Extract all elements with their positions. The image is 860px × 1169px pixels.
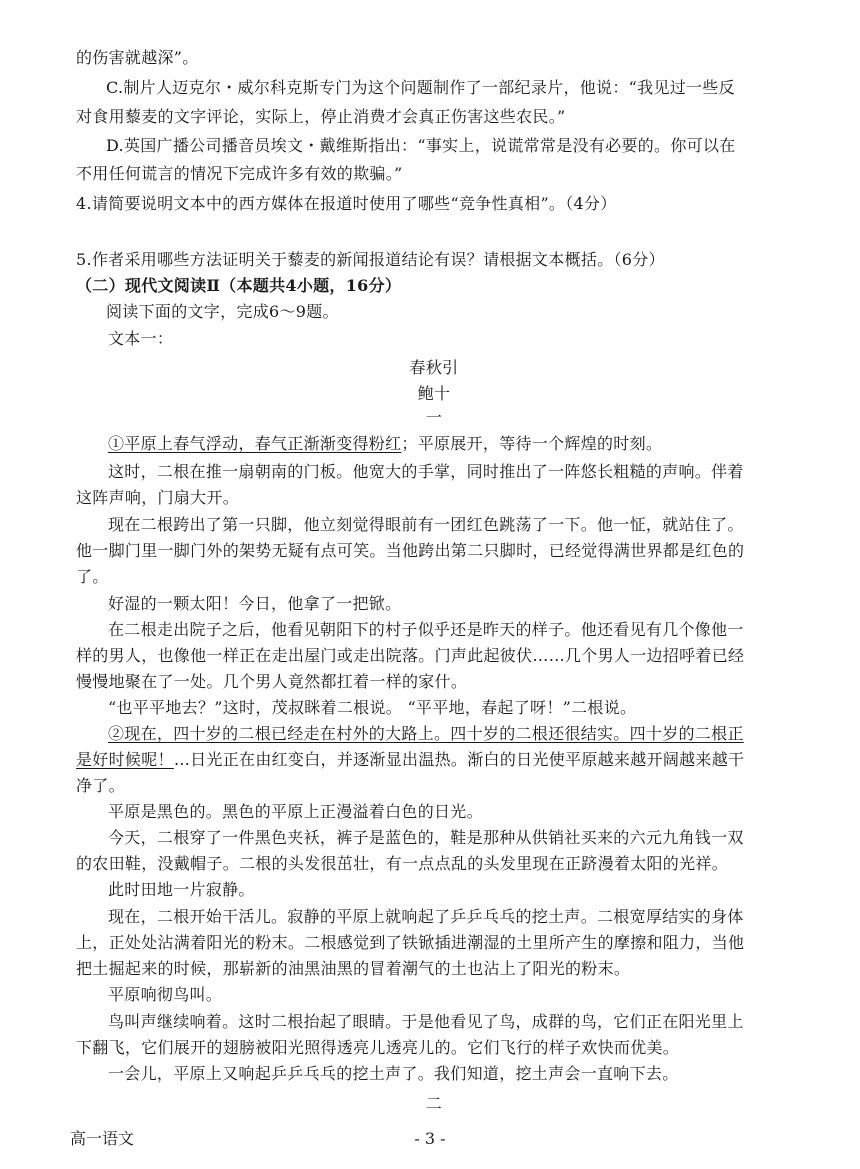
- paragraph-line: 一会儿，平原上又响起乒乒乓乓的挖土声了。我们知道，挖土声会一直响下去。: [108, 1064, 679, 1083]
- dialogue-line: “也平平地去？”这时，茂叔眯着二根说。 “平平地，春起了呀！”二根说。: [108, 698, 637, 717]
- question-4: 4.请简要说明文本中的西方媒体在报道时使用了哪些“竞争性真相”。（4分）: [76, 194, 617, 213]
- section-heading: （二）现代文阅读Ⅱ（本题共4小题，16分）: [76, 276, 402, 295]
- paragraph-line: 上，正处处沾满着阳光的粉末。二根感觉到了铁锨插进潮湿的土里所产生的摩擦和阻力，当他: [76, 933, 745, 952]
- underlined-sentence-2: ②现在，四十岁的二根已经走在村外的大路上。四十岁的二根还很结实。四十岁的二根正: [108, 724, 744, 743]
- option-c-line1: C.制片人迈克尔・威尔科克斯专门为这个问题制作了一部纪录片，他说：“我见过一些反: [106, 78, 735, 97]
- paragraph-line: 慢慢地聚在了一处。几个男人竟然都扛着一样的家什。: [76, 672, 468, 691]
- paragraph-line: [108, 430, 792, 458]
- paragraph-line: 今天，二根穿了一件黑色夹袄，裤子是蓝色的，鞋是那种从供销社买来的六元九角钱一双: [108, 828, 744, 847]
- paragraph-line: 的农田鞋，没戴帽子。二根的头发很茁壮，有一点点乱的头发里现在正跻漫着太阳的光祥。: [76, 854, 729, 873]
- chapter-two-marker: 二: [425, 1094, 443, 1113]
- paragraph-line: 他一脚门里一脚门外的架势无疑有点可笑。当他跨出第二只脚时，已经觉得满世界都是红色的: [76, 541, 745, 560]
- paragraph-line: 净了。: [76, 776, 125, 795]
- instruction-line: 阅读下面的文字，完成6～9题。: [106, 302, 339, 321]
- paragraph-line: 这时，二根在推一扇朝南的门板。他宽大的手掌，同时推出了一阵悠长粗糙的声响。伴着: [108, 462, 744, 481]
- paragraph-line: 下翻飞，它们展开的翅膀被阳光照得透亮儿透亮儿的。它们飞行的样子欢快而优美。: [76, 1038, 680, 1057]
- option-c-line2: 对食用藜麦的文字评论，实际上，停止消费才会真正伤害这些农民。”: [76, 107, 566, 126]
- question-5: 5.作者采用哪些方法证明关于藜麦的新闻报道结论有误？请根据文本概括。（6分）: [76, 250, 665, 269]
- underlined-sentence-1: ①平原上春气浮动，春气正渐渐变得粉红: [108, 434, 402, 453]
- paragraph-line: 这阵声响，门扇大开。: [76, 488, 240, 507]
- paragraph-line: 现在二根跨出了第一只脚，他立刻觉得眼前有一团红色跳荡了一下。他一怔，就站住了。: [108, 515, 744, 534]
- sentence-rest: ；平原展开，等待一个辉煌的时刻。: [401, 434, 663, 453]
- paragraph-line: 好湿的一颗太阳！今日，他拿了一把锨。: [108, 594, 402, 613]
- paragraph-line: 鸟叫声继续响着。这时二根抬起了眼睛。于是他看见了鸟，成群的鸟，它们正在阳光里上: [108, 1012, 744, 1031]
- paragraph-line: 此时田地一片寂静。: [108, 880, 255, 899]
- paragraph-line: 现在，二根开始干活儿。寂静的平原上就响起了乒乒乓乓的挖土声。二根宽厚结实的身体: [108, 907, 744, 926]
- article-author: 鲍十: [417, 384, 451, 403]
- paragraph-line: 样的男人，也像他一样正在走出屋门或走出院落。门声此起彼伏……几个男人一边招呼着已经: [76, 646, 745, 665]
- chapter-one-marker: 一: [425, 408, 443, 427]
- paragraph-line: 了。: [76, 567, 109, 586]
- text-line: 的伤害就越深”。: [76, 48, 199, 67]
- paragraph-line: 平原是黑色的。黑色的平原上正漫溢着白色的日光。: [108, 802, 483, 821]
- option-d-line1: D.英国广播公司播音员埃文・戴维斯指出：“事实上，说谎常常是没有必要的。你可以在: [106, 136, 736, 155]
- text-one-label: 文本一：: [108, 329, 174, 348]
- page-number: - 3 -: [414, 1129, 446, 1148]
- paragraph-line: 把土掘起来的时候，那崭新的油黑油黑的冒着潮气的土也沾上了阳光的粉末。: [76, 959, 631, 978]
- footer-subject: 高一语文: [70, 1129, 135, 1148]
- article-title: 春秋引: [409, 358, 459, 377]
- sentence-rest: …日光正在由红变白，并逐渐显出温热。渐白的日光使平原越来越开阔越来越干: [173, 750, 745, 769]
- paragraph-line: 在二根走出院子之后，他看见朝阳下的村子似乎还是昨天的样子。他还看见有几个像他一: [108, 620, 744, 639]
- paragraph-line: [76, 746, 792, 774]
- underlined-sentence-2-end: 是好时候呢！: [76, 750, 174, 769]
- option-d-line2: 不用任何谎言的情况下完成许多有效的欺骗。”: [76, 164, 403, 183]
- paragraph-line: 平原响彻鸟叫。: [108, 985, 223, 1004]
